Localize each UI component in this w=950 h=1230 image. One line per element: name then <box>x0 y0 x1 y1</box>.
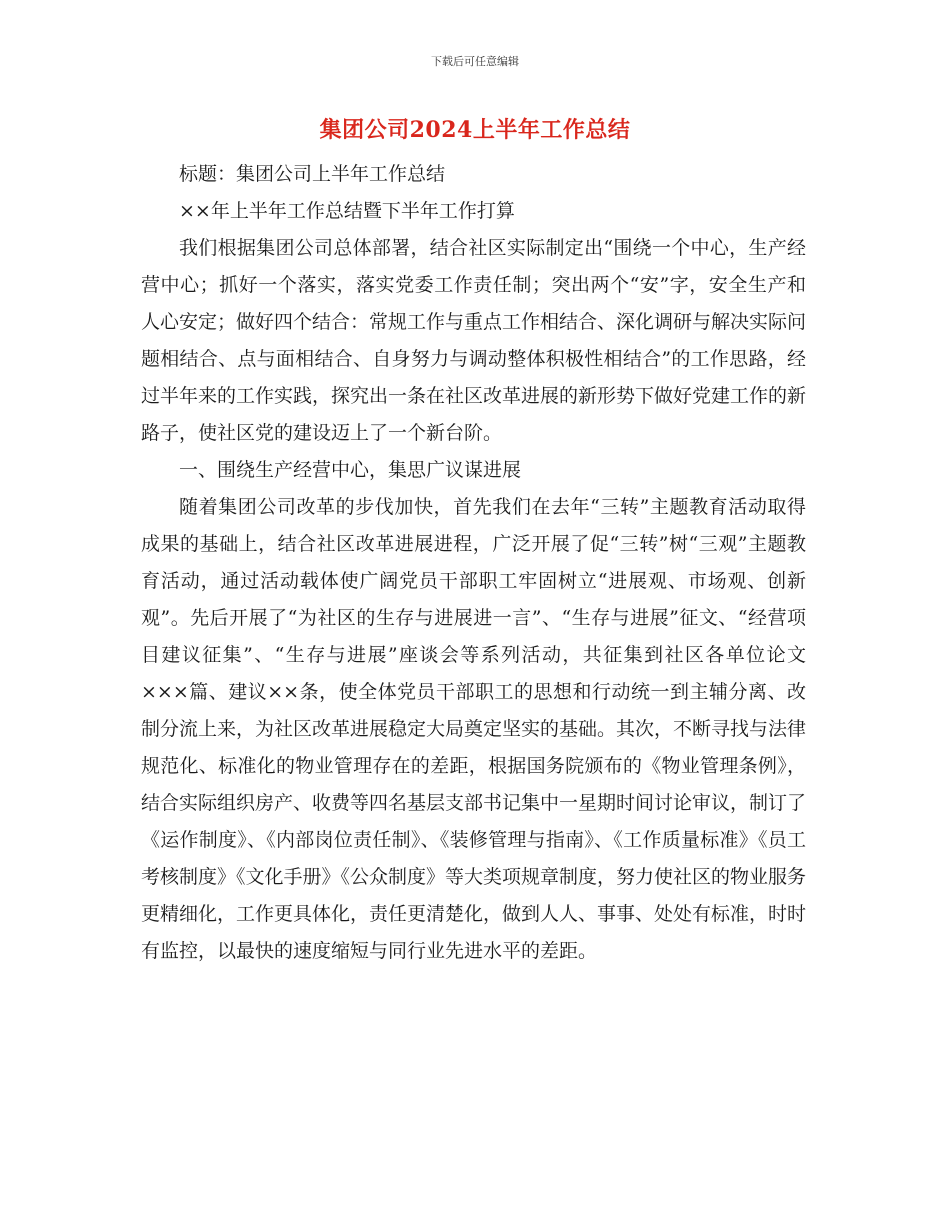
paragraph-section-1: 随着集团公司改革的步伐加快，首先我们在去年“三转”主题教育活动取得成果的基础上，结合社区改革进展进程，广泛开展了促“三转”树“三观”主题教育活动，通过活动载体使广阔党员干部职工牢固树立“进展观、市场观、创新观”。先后开展了“为社区的生存与进展进一言”、“生存与进展”征文、“经营项目建议征集”、“生存与进展”座谈会等系列活动，共征集到社区各单位论文×××篇、建议××条，使全体党员干部职工的思想和行动统一到主辅分离、改制分流上来，为社区改革进展稳定大局奠定坚实的基础。其次，不断寻找与法律规范化、标准化的物业管理存在的差距，根据国务院颁布的《物业管理条例》，结合实际组织房产、收费等四名基层支部书记集中一星期时间讨论审议，制订了《运作制度》、《内部岗位责任制》、《装修管理与指南》、《工作质量标准》《员工考核制度》《文化手册》《公众制度》等大类项规章制度，努力使社区的物业服务更精细化，工作更具体化，责任更清楚化，做到人人、事事、处处有标准，时时有监控，以最快的速度缩短与同行业先进水平的差距。 <box>141 496 807 962</box>
paragraph-subject: 标题：集团公司上半年工作总结 <box>179 163 446 185</box>
document-body <box>141 156 806 970</box>
paragraph-intro: 我们根据集团公司总体部署，结合社区实际制定出“围绕一个中心，生产经营中心；抓好一个落实，落实党委工作责任制；突出两个“安”字，安全生产和人心安定；做好四个结合：常规工作与重点工作相结合、深化调研与解决实际问题相结合、点与面相结合、自身努力与调动整体积极性相结合”的工作思路，经过半年来的工作实践，探究出一条在社区改革进展的新形势下做好党建工作的新路子，使社区党的建设迈上了一个新台阶。 <box>141 237 807 444</box>
paragraph-subtitle: ××年上半年工作总结暨下半年工作打算 <box>179 200 515 222</box>
document-title: 集团公司2024上半年工作总结 <box>319 117 631 143</box>
section-heading-1: 一、围绕生产经营中心，集思广议谋进展 <box>179 459 522 481</box>
header-note: 下载后可任意编辑 <box>431 55 519 68</box>
